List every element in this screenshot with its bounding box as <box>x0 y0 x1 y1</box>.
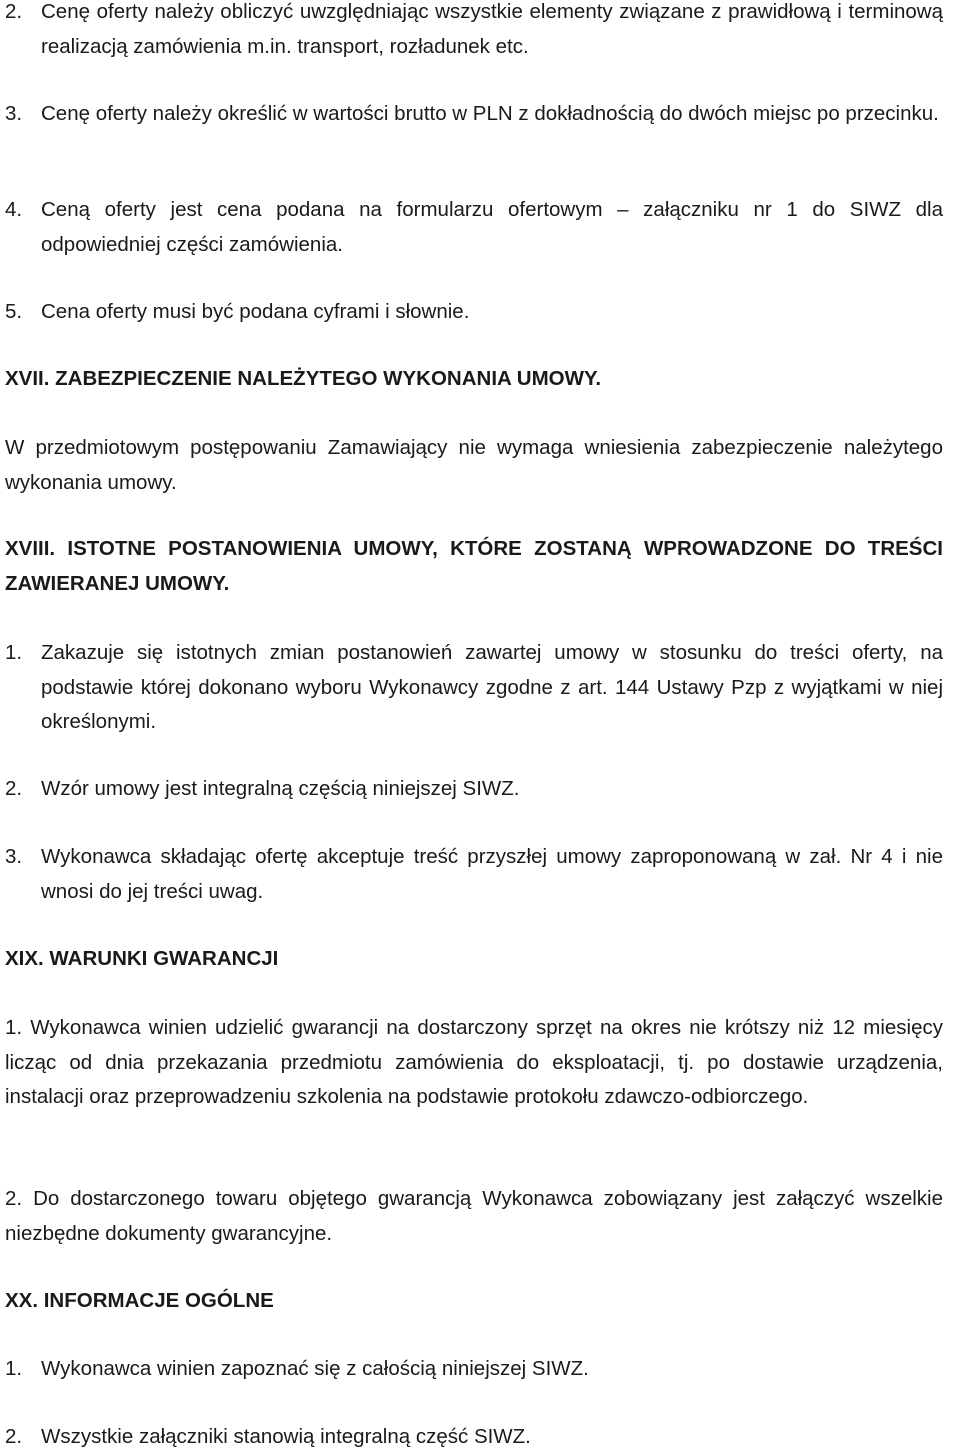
list-item <box>5 772 943 807</box>
item-text: Wykonawca składając ofertę akceptuje treść przyszłej umowy zaproponowaną w zał. Nr 4 i nie wnosi do jej treści uwag. <box>41 845 943 903</box>
list-item <box>5 636 943 740</box>
section-xix-paragraph-1: 1. Wykonawca winien udzielić gwarancji na dostarczony sprzęt na okres nie krótszy niż 12 miesięcy licząc od dnia przekazania przedmiotu zamówienia do eksploatacji, tj. po dostawie urządzenia, instalacji oraz przeprowadzeniu szkolenia na podstawie protokołu zdawczo-odbiorczego. <box>5 1016 943 1108</box>
item-number: 1. <box>5 641 23 664</box>
item-number: 4. <box>5 198 23 221</box>
item-number: 5. <box>5 300 23 323</box>
item-text: Ceną oferty jest cena podana na formularzu ofertowym – załączniku nr 1 do SIWZ dla odpowiedniej części zamówienia. <box>41 198 943 256</box>
item-text: Cenę oferty należy określić w wartości brutto w PLN z dokładnością do dwóch miejsc po przecinku. <box>41 102 939 125</box>
item-text: Cenę oferty należy obliczyć uwzględniając wszystkie elementy związane z prawidłową i terminową realizacją zamówienia m.in. transport, rozładunek etc. <box>41 0 943 58</box>
item-text: Wszystkie załączniki stanowią integralną część SIWZ. <box>41 1425 531 1448</box>
item-number: 1. <box>5 1357 23 1380</box>
list-item <box>5 1420 943 1455</box>
item-number: 2. <box>5 1425 23 1448</box>
section-heading-xviii: XVIII. ISTOTNE POSTANOWIENIA UMOWY, KTÓRE ZOSTANĄ WPROWADZONE DO TREŚCI ZAWIERANEJ UMOWY. <box>5 537 943 595</box>
list-item <box>5 1352 943 1387</box>
item-text: Cena oferty musi być podana cyframi i słownie. <box>41 300 470 323</box>
item-number: 3. <box>5 102 23 125</box>
item-text: Zakazuje się istotnych zmian postanowień zawartej umowy w stosunku do treści oferty, na podstawie której dokonano wyboru Wykonawcy zgodne z art. 144 Ustawy Pzp z wyjątkami w niej określonymi. <box>41 641 943 733</box>
section-xvii-text: W przedmiotowym postępowaniu Zamawiający nie wymaga wniesienia zabezpieczenie należytego wykonania umowy. <box>5 436 943 494</box>
section-heading-xx: XX. INFORMACJE OGÓLNE <box>5 1289 274 1312</box>
list-item <box>5 840 943 909</box>
list-item <box>5 97 943 132</box>
list-item <box>5 193 943 262</box>
item-number: 3. <box>5 845 23 868</box>
section-xix-paragraph-2: 2. Do dostarczonego towaru objętego gwarancją Wykonawca zobowiązany jest załączyć wszelkie niezbędne dokumenty gwarancyjne. <box>5 1187 943 1245</box>
list-item <box>5 295 943 330</box>
list-item <box>5 0 943 64</box>
item-text: Wykonawca winien zapoznać się z całością niniejszej SIWZ. <box>41 1357 589 1380</box>
item-text: Wzór umowy jest integralną częścią niniejszej SIWZ. <box>41 777 520 800</box>
item-number: 2. <box>5 0 23 23</box>
item-number: 2. <box>5 777 23 800</box>
section-heading-xvii: XVII. ZABEZPIECZENIE NALEŻYTEGO WYKONANIA UMOWY. <box>5 367 602 390</box>
section-heading-xix: XIX. WARUNKI GWARANCJI <box>5 947 279 970</box>
